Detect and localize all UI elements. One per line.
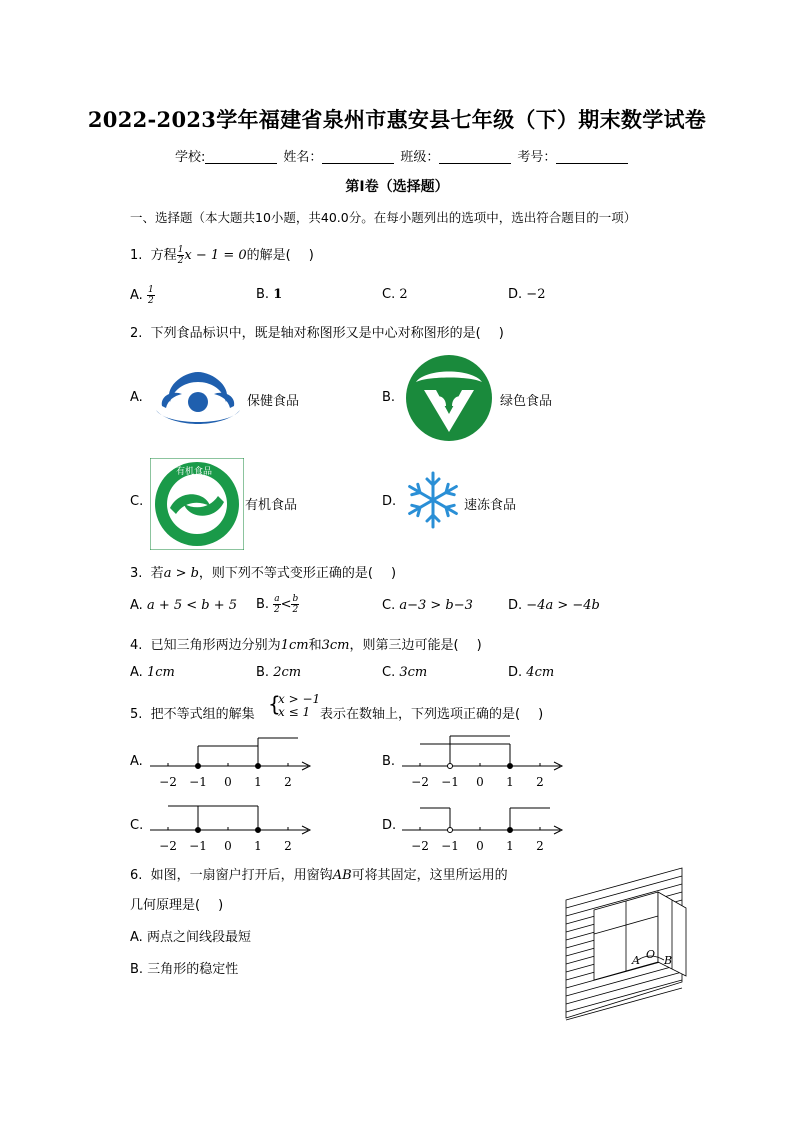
- q5-suffix-row: [320, 703, 543, 722]
- logo-bottom-arc: [156, 410, 240, 424]
- window-figure: [562, 864, 690, 1022]
- student-info-row: [175, 146, 634, 165]
- q6-line1: 如图，一扇窗户打开后，用窗钩: [150, 868, 333, 883]
- q1-d-label: D.: [508, 287, 523, 302]
- q1-b-value: 1: [273, 287, 283, 302]
- q3-prefix: 若: [150, 566, 164, 581]
- tick-label: −2: [411, 839, 429, 853]
- q4-a-label: A.: [130, 665, 143, 680]
- q5-prefix: 把不等式组的解集: [150, 707, 255, 722]
- fig-label-o: O: [646, 948, 656, 961]
- q3-b-op: <: [280, 597, 292, 612]
- green-food-logo[interactable]: [404, 354, 494, 442]
- q2-d-label: D.: [382, 494, 397, 509]
- q3-b-frac-left: [273, 594, 280, 615]
- tick-label: 0: [224, 839, 232, 853]
- q6-b-label: B.: [130, 962, 144, 977]
- brick-row-line: [566, 972, 682, 1004]
- tick-label: −1: [441, 775, 459, 789]
- q1-prefix: 方程: [150, 248, 177, 263]
- q1-a-fraction: [147, 285, 155, 306]
- q5-close: ): [538, 707, 544, 722]
- q4-option-c[interactable]: [382, 665, 427, 680]
- class-label: 班级：: [400, 150, 440, 165]
- section-title: 第Ⅰ卷（选择题）: [345, 179, 449, 195]
- q3-a-expr: a + 5 < b + 5: [146, 598, 238, 613]
- closed-point: [508, 828, 513, 833]
- q6-a-label: A.: [130, 930, 143, 945]
- q1-a-den: 2: [147, 296, 154, 306]
- q6-line1-end: 可将其固定，这里所运用的: [351, 868, 508, 883]
- tick-label: 0: [224, 775, 232, 789]
- q1-option-c[interactable]: [382, 287, 408, 302]
- class-blank[interactable]: [439, 149, 511, 164]
- q3-c-expr: a−3 > b−3: [399, 598, 473, 613]
- q1-close: ): [308, 248, 314, 263]
- question-4: [130, 634, 482, 653]
- q2-c-caption: 有机食品: [245, 498, 298, 513]
- q4-option-d[interactable]: [508, 665, 554, 680]
- question-6: [130, 864, 508, 883]
- question-3: [130, 562, 396, 581]
- q4-c-label: C.: [382, 665, 396, 680]
- q4-number: 4.: [130, 638, 143, 653]
- q2-number: 2.: [130, 326, 143, 341]
- q4-suffix: ，则第三边可能是(: [349, 638, 459, 653]
- q3-option-d[interactable]: [508, 598, 600, 613]
- brick-row-line: [566, 980, 682, 1012]
- tick-label: −1: [189, 839, 207, 853]
- q5-b-number-line[interactable]: [402, 728, 572, 794]
- closed-point: [196, 764, 201, 769]
- q2-a-caption: 保健食品: [247, 394, 300, 409]
- q3-d-label: D.: [508, 598, 523, 613]
- q1-b-label: B.: [256, 287, 270, 302]
- q4-d-value: 4cm: [526, 665, 555, 680]
- q4-mid: 和: [308, 638, 322, 653]
- q5-c-label: C.: [130, 818, 144, 833]
- question-1: [130, 244, 314, 266]
- health-food-logo[interactable]: [152, 366, 244, 428]
- logo-center-dot: [188, 392, 208, 412]
- q3-suffix: ，则下列不等式变形正确的是(: [198, 566, 373, 581]
- q3-b-frac-right: [291, 594, 299, 615]
- q5-system: [278, 693, 320, 719]
- q3-b-den-right: 2: [292, 605, 299, 615]
- school-label: 学校:: [175, 150, 206, 165]
- logo-left-arc: [162, 393, 182, 408]
- q1-c-label: C.: [382, 287, 396, 302]
- q1-c-value: 2: [399, 287, 408, 302]
- tick-label: −1: [189, 775, 207, 789]
- q5-d-number-line[interactable]: [402, 792, 572, 858]
- q2-close: ): [498, 326, 504, 341]
- q5-d-label: D.: [382, 818, 397, 833]
- tick-label: −2: [411, 775, 429, 789]
- q3-b-label: B.: [256, 597, 270, 612]
- tick-label: 0: [476, 775, 484, 789]
- q6-a-text: 两点之间线段最短: [146, 930, 251, 945]
- q2-c-label: C.: [130, 494, 144, 509]
- closed-point: [256, 764, 261, 769]
- q1-option-d[interactable]: [508, 287, 545, 302]
- q4-b-label: B.: [256, 665, 270, 680]
- q5-b-label: B.: [382, 754, 396, 769]
- q3-c-label: C.: [382, 598, 396, 613]
- q6-ab: AB: [332, 868, 352, 883]
- open-point: [448, 828, 453, 833]
- q6-b-text: 三角形的稳定性: [147, 962, 239, 977]
- tick-label: −2: [159, 839, 177, 853]
- q1-suffix: 的解是(: [246, 248, 291, 263]
- q6-option-a[interactable]: [130, 926, 251, 945]
- q3-number: 3.: [130, 566, 143, 581]
- q3-b-den-left: 2: [274, 605, 280, 615]
- q2-text: 下列食品标识中，既是轴对称图形又是中心对称图形的是(: [150, 326, 481, 341]
- q1-a-label: A.: [130, 288, 143, 303]
- tick-label: 0: [476, 839, 484, 853]
- q3-option-b[interactable]: [256, 594, 299, 615]
- q4-a-value: 1cm: [146, 665, 175, 680]
- q4-side-b: 3cm: [321, 638, 350, 653]
- q2-a-label: A.: [130, 390, 143, 405]
- part-one-instructions: 一、选择题（本大题共10小题，共40.0分。在每小题列出的选项中，选出符合题目的一项）: [130, 210, 637, 225]
- name-label: 姓名：: [283, 150, 323, 165]
- tick-label: −2: [159, 775, 177, 789]
- q4-c-value: 3cm: [399, 665, 428, 680]
- q4-close: ): [476, 638, 482, 653]
- q4-d-label: D.: [508, 665, 523, 680]
- q6-line2: 几何原理是(: [130, 898, 201, 913]
- q4-b-value: 2cm: [273, 665, 302, 680]
- tick-label: −1: [441, 839, 459, 853]
- q4-option-a[interactable]: [130, 665, 175, 680]
- q5-a-label: A.: [130, 754, 143, 769]
- closed-point: [256, 828, 261, 833]
- brick-row-line: [566, 988, 682, 1020]
- open-point: [448, 764, 453, 769]
- q4-option-b[interactable]: [256, 665, 301, 680]
- q3-option-a[interactable]: [130, 598, 237, 613]
- q3-option-c[interactable]: [382, 598, 473, 613]
- page-title: 2022-2023学年福建省泉州市惠安县七年级（下）期末数学试卷: [87, 107, 707, 132]
- q4-prefix: 已知三角形两边分别为: [150, 638, 281, 653]
- fig-label-a: A: [632, 954, 640, 967]
- q5-brace: {: [268, 692, 281, 716]
- q1-option-a[interactable]: [130, 285, 155, 306]
- logo-right-arc: [214, 393, 234, 408]
- q6-number: 6.: [130, 868, 143, 883]
- q3-d-expr: −4a > −4b: [526, 598, 600, 613]
- q3-b-num-right: b: [292, 594, 299, 604]
- q4-side-a: 1cm: [280, 638, 309, 653]
- q1-number: 1.: [130, 248, 143, 263]
- q5-a-number-line[interactable]: [150, 728, 320, 794]
- q5-c-number-line[interactable]: [150, 792, 320, 858]
- q6-close: ): [218, 898, 224, 913]
- snowflake-icon[interactable]: [404, 470, 462, 530]
- organic-logo-text: 有机食品: [176, 467, 213, 477]
- tick-label: 1: [506, 775, 514, 789]
- q2-b-label: B.: [382, 390, 396, 405]
- tick-label: 2: [536, 839, 544, 853]
- name-blank[interactable]: [322, 149, 394, 164]
- q1-frac-num: 1: [177, 245, 184, 255]
- q5-ineq-1: x > −1: [278, 692, 321, 706]
- q5-ineq-2: x ≤ 1: [278, 705, 311, 719]
- snowflake-arms: [407, 473, 460, 527]
- school-blank[interactable]: [205, 149, 277, 164]
- q5-number: 5.: [130, 707, 143, 722]
- q3-condition: a > b: [163, 566, 199, 581]
- tick-label: 2: [284, 839, 292, 853]
- q2-b-caption: 绿色食品: [500, 394, 553, 409]
- exam-no-blank[interactable]: [556, 149, 628, 164]
- q1-expr: x − 1 = 0: [184, 248, 247, 263]
- q1-a-num: 1: [147, 285, 154, 295]
- q3-a-label: A.: [130, 598, 143, 613]
- question-5: [130, 703, 255, 722]
- q6-line2-row: [130, 894, 223, 913]
- tick-label: 1: [254, 839, 262, 853]
- q1-d-value: −2: [526, 287, 546, 302]
- closed-point: [196, 828, 201, 833]
- fig-label-b: B: [664, 954, 673, 967]
- q2-d-caption: 速冻食品: [464, 498, 517, 513]
- question-2: [130, 322, 504, 341]
- tick-label: 2: [536, 775, 544, 789]
- q1-frac-den: 2: [177, 256, 184, 266]
- q6-option-b[interactable]: [130, 958, 238, 977]
- tick-label: 2: [284, 775, 292, 789]
- q5-suffix: 表示在数轴上，下列选项正确的是(: [320, 707, 521, 722]
- exam-no-label: 考号：: [517, 150, 557, 165]
- q3-close: ): [391, 566, 397, 581]
- closed-point: [508, 764, 513, 769]
- q1-option-b[interactable]: [256, 287, 282, 302]
- tick-label: 1: [506, 839, 514, 853]
- tick-label: 1: [254, 775, 262, 789]
- q3-b-num-left: a: [274, 594, 280, 604]
